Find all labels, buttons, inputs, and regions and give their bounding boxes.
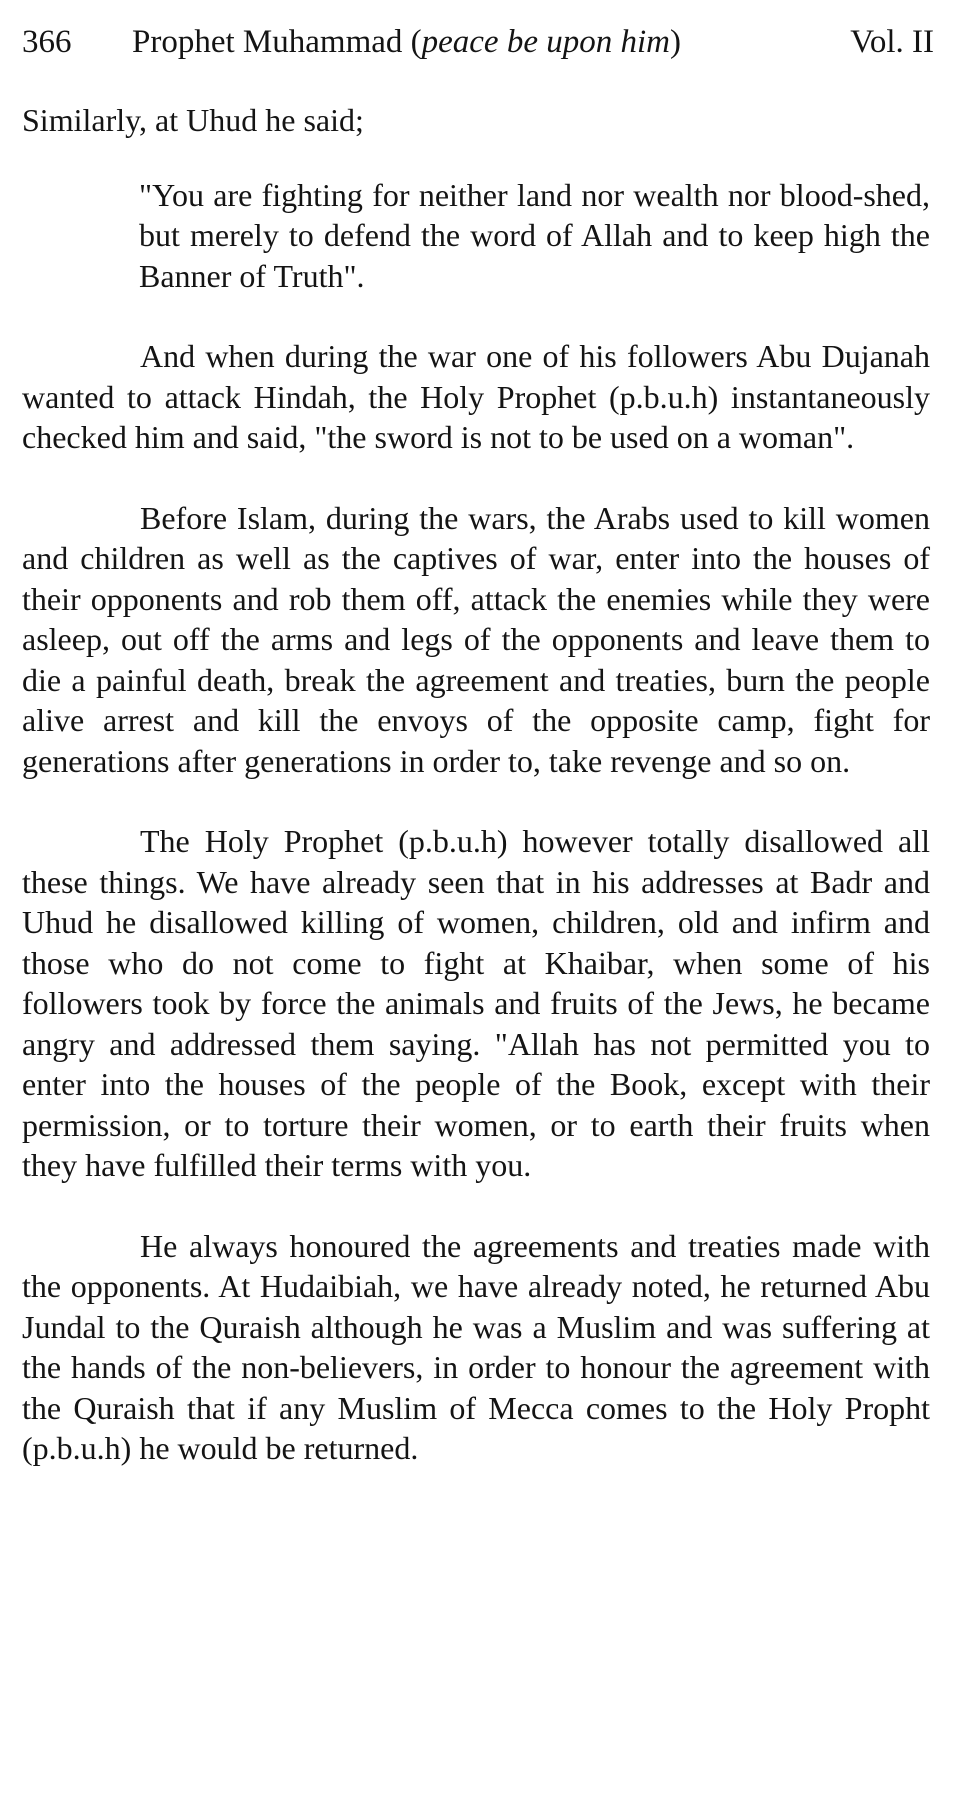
paragraph-disallowed: The Holy Prophet (p.b.u.h) however totally disallowed all these things. We have already seen that in his addresses at Badr and Uhud he disallowed killing of women, children, old and infirm and those who do not come to fight at Khaibar, when some of his followers took by force the animals and fruits of the Jews, he became angry and addressed them saying. "Allah has not permitted you to enter into the houses of the people of the Book, except with their permission, or to torture their women, or to earth their fruits when they have fulfilled their terms with you. bbox=[22, 823, 930, 1183]
paragraph-abu-dujanah: And when during the war one of his followers Abu Dujanah wanted to attack Hindah, the Holy Prophet (p.b.u.h) instantaneously checked him and said, "the sword is not to be used on a woman". bbox=[22, 338, 930, 455]
quoted-speech: "You are fighting for neither land nor wealth nor blood-shed, but merely to defend the word of Allah and to keep high the Banner of Truth". bbox=[139, 176, 930, 294]
running-title bbox=[132, 20, 681, 64]
paragraph-intro: Similarly, at Uhud he said; bbox=[22, 102, 364, 138]
running-title-text: Prophet Muhammad ( bbox=[132, 24, 422, 60]
running-header bbox=[22, 20, 934, 64]
body-text bbox=[22, 100, 930, 1509]
running-title-italic: peace be upon him bbox=[421, 24, 670, 60]
volume-label: Vol. II bbox=[850, 24, 934, 60]
paragraph-before-islam: Before Islam, during the wars, the Arabs used to kill women and children as well as the captives of war, enter into the houses of their opponents and rob them off, attack the enemies while they were asleep, out off the arms and legs of the opponents and leave them to die a painful death, break the agreement and treaties, burn the people alive arrest and kill the envoys of the opposite camp, fight for generations after generations in order to, take revenge and so on. bbox=[22, 499, 930, 779]
paragraph-agreements: He always honoured the agreements and treaties made with the opponents. At Hudaibiah, we have already noted, he returned Abu Jundal to the Quraish although he was a Muslim and was suffering at the hands of the non-believers, in order to honour the agreement with the Quraish that if any Muslim of Mecca comes to the Holy Propht (p.b.u.h) he would be returned. bbox=[22, 1227, 930, 1466]
page-number: 366 bbox=[22, 24, 72, 60]
running-title-close: ) bbox=[669, 24, 681, 60]
